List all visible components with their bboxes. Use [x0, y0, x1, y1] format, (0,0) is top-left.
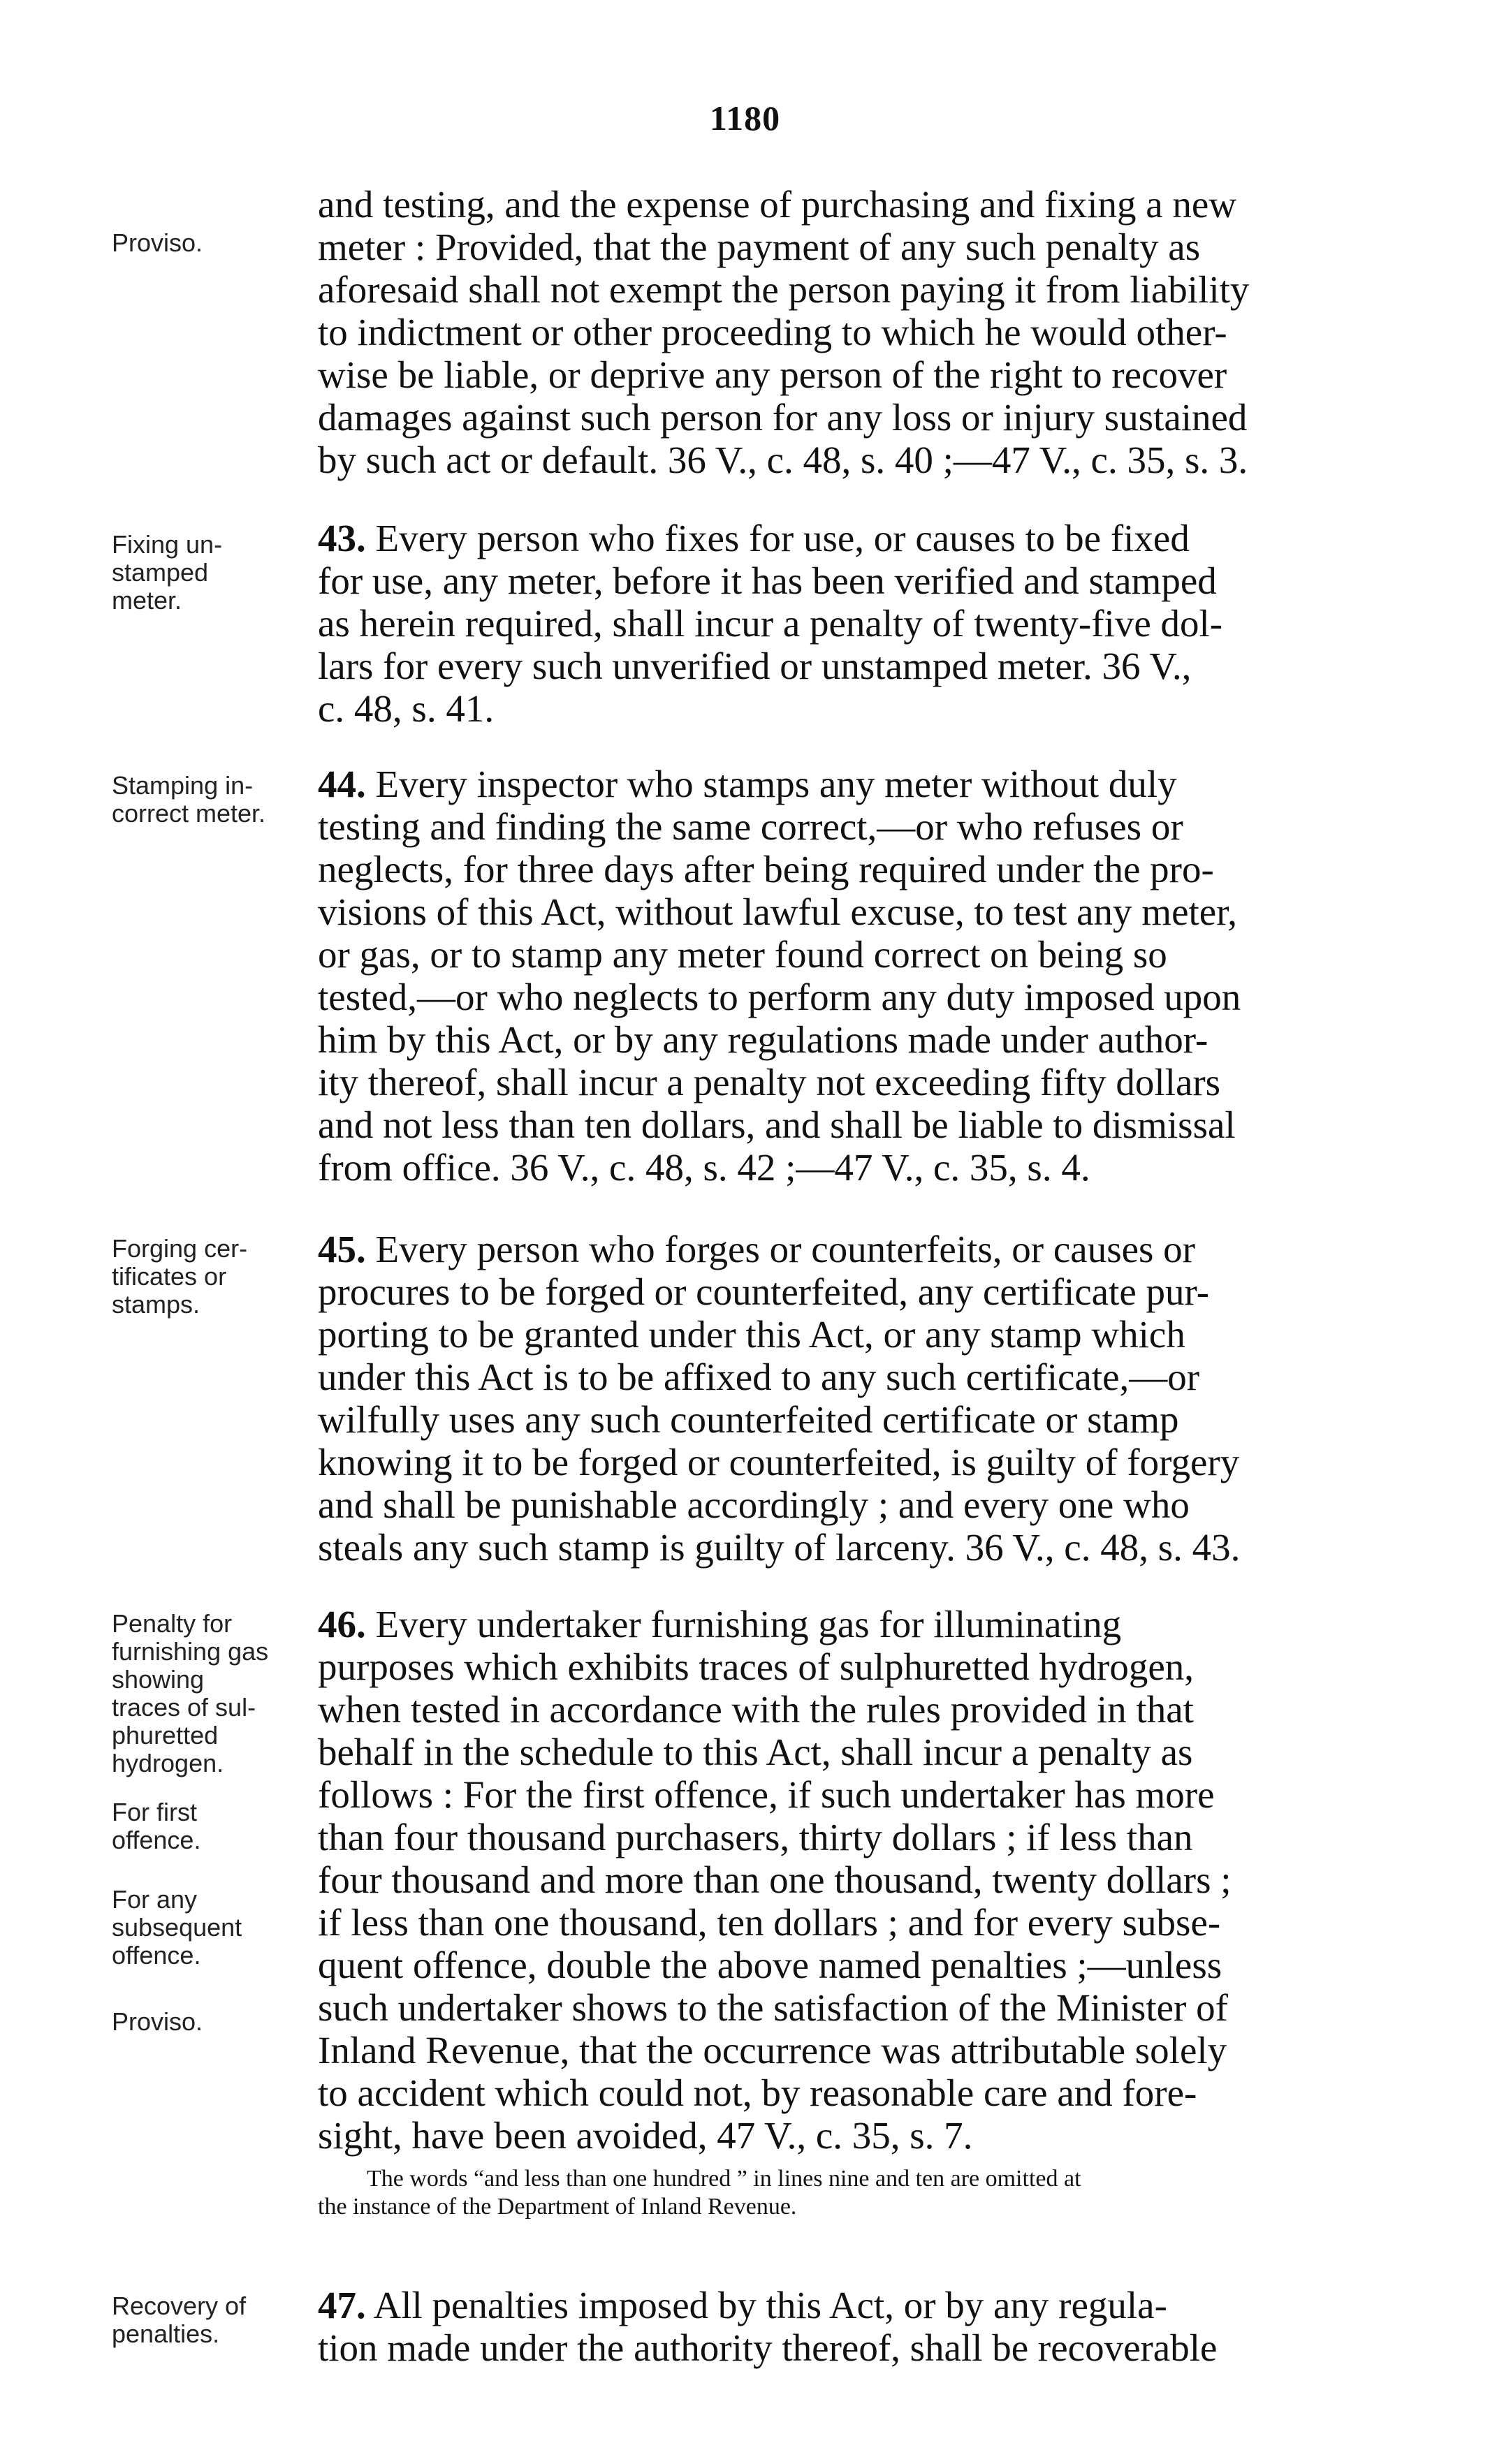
text-line-content: All penalties imposed by this Act, or by any regula-: [373, 2284, 1167, 2326]
text-line: c. 48, s. 41.: [318, 687, 495, 730]
sidenote-line: meter.: [112, 586, 182, 615]
sidenote-line: Forging cer-: [112, 1234, 248, 1263]
text-line: wilfully uses any such counterfeited certificate or stamp: [318, 1398, 1179, 1441]
text-line: steals any such stamp is guilty of larceny. 36 V., c. 48, s. 43.: [318, 1526, 1241, 1569]
text-line: testing and finding the same correct,—or who refuses or: [318, 805, 1183, 848]
sidenote-line: offence.: [112, 1826, 201, 1854]
sidenote-line: phuretted: [112, 1721, 219, 1750]
text-line: than four thousand purchasers, thirty dollars ; if less than: [318, 1816, 1193, 1858]
text-line: porting to be granted under this Act, or any stamp which: [318, 1313, 1185, 1356]
text-line: damages against such person for any loss or injury sustained: [318, 396, 1248, 439]
text-line: sight, have been avoided, 47 V., c. 35, s. 7.: [318, 2114, 973, 2157]
paragraph-section-45: [318, 1228, 1429, 1569]
text-line: under this Act is to be affixed to any such certificate,—or: [318, 1356, 1200, 1398]
text-line-content: Every undertaker furnishing gas for illuminating: [375, 1603, 1122, 1645]
sidenote-fixing-unstamped-meter: [112, 531, 321, 615]
text-line: [318, 2284, 1429, 2326]
section-number: 47.: [318, 2284, 366, 2326]
paragraph-section-46: [318, 1603, 1429, 2157]
sidenote-line: Fixing un-: [112, 530, 223, 559]
text-line: and shall be punishable accordingly ; and every one who: [318, 1483, 1190, 1526]
sidenote-line: furnishing gas: [112, 1637, 269, 1666]
sidenote-for-subsequent-offence: [112, 1886, 321, 1970]
paragraph-section-47: [318, 2284, 1429, 2369]
sidenote-line: traces of sul-: [112, 1693, 256, 1722]
text-line: from office. 36 V., c. 48, s. 42 ;—47 V., c. 35, s. 4.: [318, 1146, 1090, 1189]
text-line: behalf in the schedule to this Act, shall incur a penalty as: [318, 1731, 1193, 1773]
text-line: [318, 517, 1429, 559]
text-line: him by this Act, or by any regulations made under author-: [318, 1018, 1208, 1061]
sidenote-penalty-sulphuretted-hydrogen: [112, 1610, 321, 1777]
sidenote-line: Proviso.: [112, 228, 203, 257]
sidenote-line: For any: [112, 1885, 198, 1914]
text-line: when tested in accordance with the rules provided in that: [318, 1688, 1194, 1731]
text-line: wise be liable, or deprive any person of the right to recover: [318, 353, 1227, 396]
text-line: and testing, and the expense of purchasing and fixing a new: [318, 183, 1237, 226]
text-line: neglects, for three days after being required under the pro-: [318, 848, 1214, 890]
text-line: procures to be forged or counterfeited, any certificate pur-: [318, 1270, 1210, 1313]
text-line: tested,—or who neglects to perform any duty imposed upon: [318, 976, 1241, 1018]
paragraph-section-44: [318, 763, 1429, 1189]
sidenote-line: For first: [112, 1798, 197, 1826]
text-line: knowing it to be forged or counterfeited, is guilty of forgery: [318, 1441, 1240, 1483]
text-line: quent offence, double the above named penalties ;—unless: [318, 1944, 1222, 1986]
sidenote-line: stamped: [112, 558, 209, 587]
sidenote-stamping-incorrect-meter: [112, 772, 321, 828]
section-number: 45.: [318, 1228, 366, 1270]
sidenote-line: offence.: [112, 1941, 201, 1970]
text-line: or gas, or to stamp any meter found correct on being so: [318, 933, 1167, 976]
sidenote-line: hydrogen.: [112, 1749, 224, 1777]
text-line: as herein required, shall incur a penalty of twenty-five dol-: [318, 602, 1223, 645]
text-line: lars for every such unverified or unstamped meter. 36 V.,: [318, 645, 1192, 687]
text-line: purposes which exhibits traces of sulphuretted hydrogen,: [318, 1645, 1195, 1688]
page-number: 1180: [709, 98, 781, 138]
text-line: visions of this Act, without lawful excuse, to test any meter,: [318, 890, 1238, 933]
text-line: follows : For the first offence, if such undertaker has more: [318, 1773, 1215, 1816]
text-line: for use, any meter, before it has been verified and stamped: [318, 559, 1217, 602]
text-line-content: Every person who fixes for use, or causes to be fixed: [375, 517, 1190, 559]
text-line: [318, 1603, 1429, 1645]
text-line: four thousand and more than one thousand, twenty dollars ;: [318, 1858, 1232, 1901]
text-line: such undertaker shows to the satisfaction of the Minister of: [318, 1986, 1228, 2029]
note-line: the instance of the Department of Inland Revenue.: [318, 2194, 797, 2220]
paragraph-section-42-continued: [318, 183, 1429, 481]
sidenote-line: Stamping in-: [112, 771, 254, 800]
sidenote-line: correct meter.: [112, 799, 266, 828]
text-line: aforesaid shall not exempt the person paying it from liability: [318, 268, 1250, 311]
text-line: to accident which could not, by reasonable care and fore-: [318, 2071, 1197, 2114]
sidenote-line: Recovery of: [112, 2291, 247, 2320]
text-line: meter : Provided, that the payment of any such penalty as: [318, 226, 1201, 268]
text-line-content: Every person who forges or counterfeits, or causes or: [375, 1228, 1195, 1270]
text-line: [318, 763, 1429, 805]
sidenote-line: tificates or: [112, 1262, 227, 1291]
paragraph-section-43: [318, 517, 1429, 730]
text-line: [318, 1228, 1429, 1270]
sidenote-proviso-46: [112, 2008, 321, 2036]
note-line: The words “and less than one hundred ” in lines nine and ten are omitted at: [367, 2166, 1081, 2192]
sidenote-line: Penalty for: [112, 1609, 233, 1638]
sidenote-recovery-of-penalties: [112, 2292, 321, 2348]
editorial-note: [318, 2165, 1429, 2221]
sidenote-line: stamps.: [112, 1290, 200, 1319]
text-line: by such act or default. 36 V., c. 48, s. 40 ;—47 V., c. 35, s. 3.: [318, 439, 1248, 481]
sidenote-line: showing: [112, 1665, 205, 1694]
text-line: ity thereof, shall incur a penalty not exceeding fifty dollars: [318, 1061, 1221, 1103]
text-line: tion made under the authority thereof, shall be recoverable: [318, 2326, 1218, 2369]
sidenote-forging-certificates: [112, 1235, 321, 1319]
text-line-content: Every inspector who stamps any meter without duly: [375, 763, 1177, 805]
section-number: 43.: [318, 517, 366, 559]
section-number: 46.: [318, 1603, 366, 1645]
sidenote-line: subsequent: [112, 1913, 242, 1942]
sidenote-for-first-offence: [112, 1798, 321, 1854]
text-line: Inland Revenue, that the occurrence was attributable solely: [318, 2029, 1227, 2071]
sidenote-line: Proviso.: [112, 2007, 203, 2036]
sidenote-proviso: [112, 229, 321, 257]
text-line: if less than one thousand, ten dollars ; and for every subse-: [318, 1901, 1221, 1944]
sidenote-line: penalties.: [112, 2319, 220, 2348]
section-number: 44.: [318, 763, 366, 805]
text-line: and not less than ten dollars, and shall be liable to dismissal: [318, 1103, 1236, 1146]
text-line: to indictment or other proceeding to which he would other-: [318, 311, 1227, 353]
